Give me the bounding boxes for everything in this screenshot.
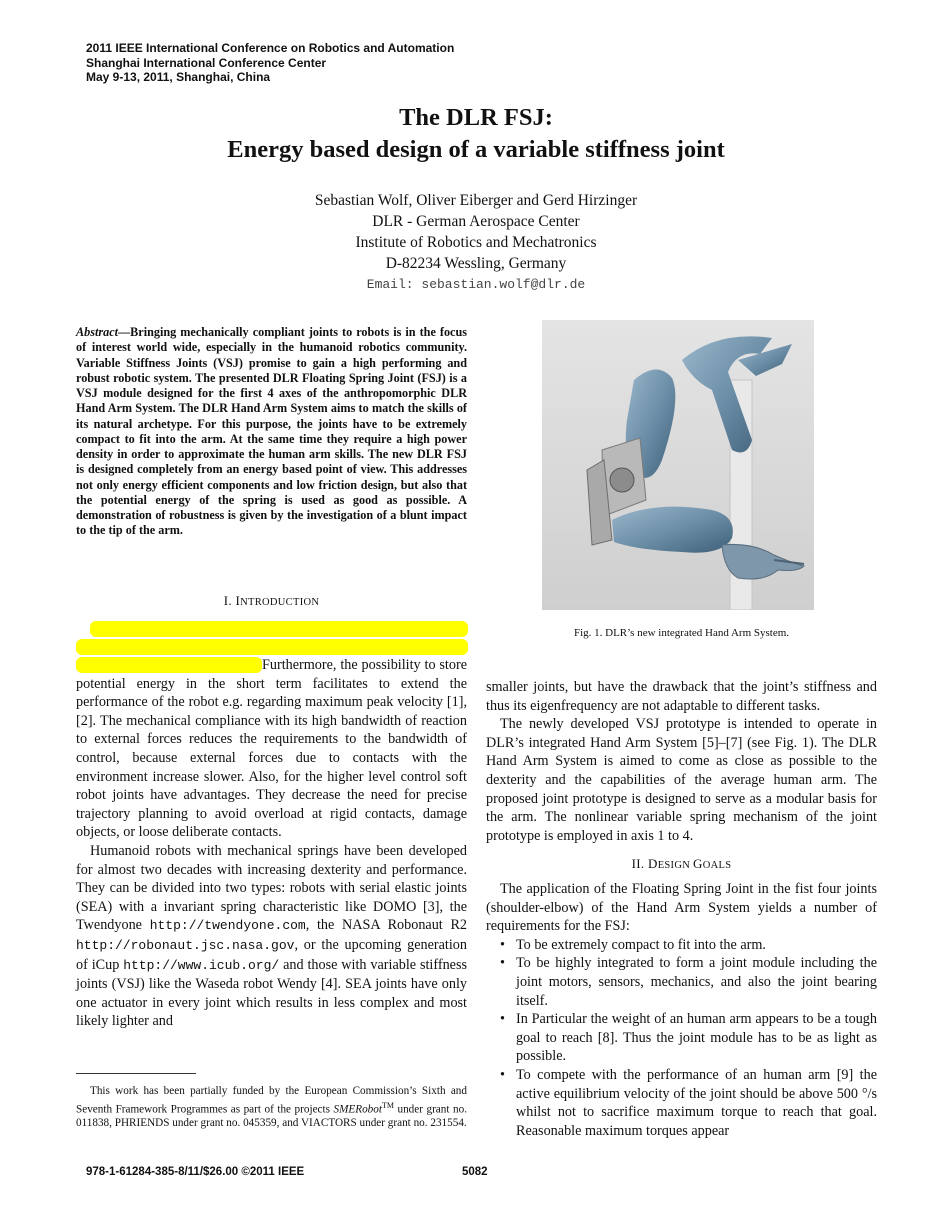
title-line-2: Energy based design of a variable stiffness joint: [227, 136, 725, 163]
figure-hand-arm-system: [542, 320, 814, 610]
section-number: I.: [223, 593, 232, 608]
section-title-rest-2: OALS: [702, 860, 732, 871]
design-goals-body: [486, 880, 877, 1140]
requirements-list: [486, 936, 877, 1141]
conference-dates: May 9-13, 2011, Shanghai, China: [86, 70, 271, 84]
list-item: • In Particular the weight of an human arm appears to be a tough goal to reach [8]. Thus the joint module has to be as light as possible.: [516, 1010, 877, 1066]
intro-paragraph-2: [76, 842, 467, 1031]
footnote-project: SMERobot: [333, 1103, 382, 1116]
author-names: Sebastian Wolf, Oliver Eiberger and Gerd Hirzinger: [314, 192, 638, 209]
section-title-rest: NTRODUCTION: [240, 597, 320, 608]
affiliation-3: D-82234 Wessling, Germany: [385, 255, 567, 272]
list-item: • To be extremely compact to fit into the arm.: [516, 936, 877, 955]
intro-p2-text-a: Humanoid robots with mechanical springs have been developed for almost two decades with increasing dexterity and performance. They can be divided into two types: robots with serial elastic joints (SEA) with a invariant spring characteristic like DOMO [3], the Twendyone: [76, 842, 467, 934]
url-robonaut[interactable]: http://robonaut.jsc.nasa.gov: [76, 937, 295, 953]
section-title-initial-2: G: [693, 856, 703, 871]
conference-venue: Shanghai International Conference Center: [86, 55, 327, 70]
affiliation-1: DLR - German Aerospace Center: [372, 213, 580, 230]
url-twendyone[interactable]: http://twendyone.com: [149, 918, 306, 934]
section-title-initial: D: [648, 856, 658, 871]
robot-arm-illustration: [542, 320, 814, 610]
author-block: [0, 190, 952, 295]
design-goals-intro: The application of the Floating Spring Joint in the fist four joints (shoulder-elbow) of the Hand Arm System yields a number of requirements for the FSJ:: [486, 881, 877, 935]
right-column-body: [486, 678, 877, 845]
footnote-trademark: TM: [381, 1100, 394, 1110]
title-line-1: The DLR FSJ:: [399, 104, 553, 131]
list-item: • To be highly integrated to form a joint module including the joint motors, sensors, mechanics, and also the joint bearing itself.: [516, 954, 877, 1010]
section-title-rest: ESIGN: [657, 860, 694, 871]
footnote-text-b: under grant no. 011838, PHRIENDS under grant no. 045359, and VIACTORS under grant no. 231554.: [76, 1103, 467, 1129]
funding-footnote: [76, 1085, 467, 1131]
conference-name: 2011 IEEE International Conference on Robotics and Automation: [86, 41, 455, 55]
introduction-body: [76, 656, 467, 1031]
intro-paragraph-3: The newly developed VSJ prototype is intended to operate in DLR’s integrated Hand Arm System [5]–[7] (see Fig. 1). The DLR Hand Arm System is aimed to come as close as possible to the dexterity and the capabilities of the average human arm. The proposed joint prototype is designed to serve as a modular basis for the arm. The nonlinear variable spring mechanism of the joint prototype is employed in axis 1 to 4.: [486, 716, 877, 844]
figure-caption: Fig. 1. DLR’s new integrated Hand Arm System.: [573, 627, 790, 639]
section-heading-introduction: [76, 593, 467, 609]
intro-continuation: smaller joints, but have the drawback that the joint’s stiffness and thus its eigenfrequency are not adaptable to different tasks.: [486, 679, 877, 714]
section-heading-design-goals: [486, 856, 877, 872]
footnote-rule: [76, 1073, 196, 1074]
intro-p2-text-c: , or the upcoming generation of iCup: [76, 936, 467, 973]
section-title-initial: I: [235, 593, 241, 608]
intro-paragraph-1: Furthermore, the possibility to store potential energy in the short term facilitates to extend the performance of the robot e.g. regarding maximum peak velocity [1], [2]. The mechanical compliance with its high bandwidth of reaction to external forces reduces the requirements to the bandwidth of control, because external forces due to contacts with the environment increase slower. Also, for the higher level control soft robot joints have advantages. They decrease the need for precise trajectory planning to avoid overload at rigid contacts, damage objects, or loose deliberate contacts.: [76, 657, 467, 841]
section-number: II.: [631, 856, 645, 871]
intro-p2-text-b: , the NASA Robonaut R2: [305, 917, 468, 934]
affiliation-2: Institute of Robotics and Mechatronics: [355, 234, 597, 251]
url-icub[interactable]: http://www.icub.org/: [123, 957, 280, 973]
abstract-text: —Bringing mechanically compliant joints to robots is in the focus of interest world wide, especially in the humanoid robotics community. Variable Stiffness Joints (VSJ) promise to gain a high performing and robust robotic system. The presented DLR Floating Spring Joint (FSJ) is a VSJ module designed for the first 4 axes of the anthropomorphic DLR Hand Arm System. The DLR Hand Arm System aims to match the skills of its natural archetype. For this purpose, the joints have to be extremely compact to fit into the arm. At the same time they require a high power density in order to approximate the human arm skills. The new DLR FSJ is designed completely from an energy based point of view. This addresses not only energy efficient components and low friction design, but also that the potential energy of the spring is used as good as possible. A demonstration of robustness is given by the investigation of a blunt impact to the tip of the arm.: [76, 325, 467, 538]
copyright-notice: 978-1-61284-385-8/11/$26.00 ©2011 IEEE: [86, 1166, 305, 1178]
highlight-mark: [76, 639, 468, 655]
list-item: • To compete with the performance of an human arm [9] the active equilibrium velocity of the joint should be above 500 °/s whilst not to sacrifice maximum torque to reach that goal. Reasonable maximum torques appear: [516, 1066, 877, 1140]
page-number: 5082: [462, 1166, 488, 1178]
footnote-paragraph: [76, 1085, 467, 1131]
author-email: Email: sebastian.wolf@dlr.de: [366, 277, 586, 292]
conference-header: [86, 41, 454, 85]
highlight-mark: [90, 621, 468, 637]
abstract-label: Abstract: [76, 325, 118, 339]
footnote-text-a: This work has been partially funded by the European Commission’s Sixth and Seventh Framework Programmes as part of the projects: [76, 1085, 467, 1116]
paper-title: [0, 102, 952, 166]
abstract: [76, 325, 467, 539]
intro-p2-text-d: and those with variable stiffness joints (VSJ) like the Waseda robot Wendy [4]. SEA joints have only one actuator in every joint which results in less complex and most likely lighter and: [76, 956, 467, 1030]
